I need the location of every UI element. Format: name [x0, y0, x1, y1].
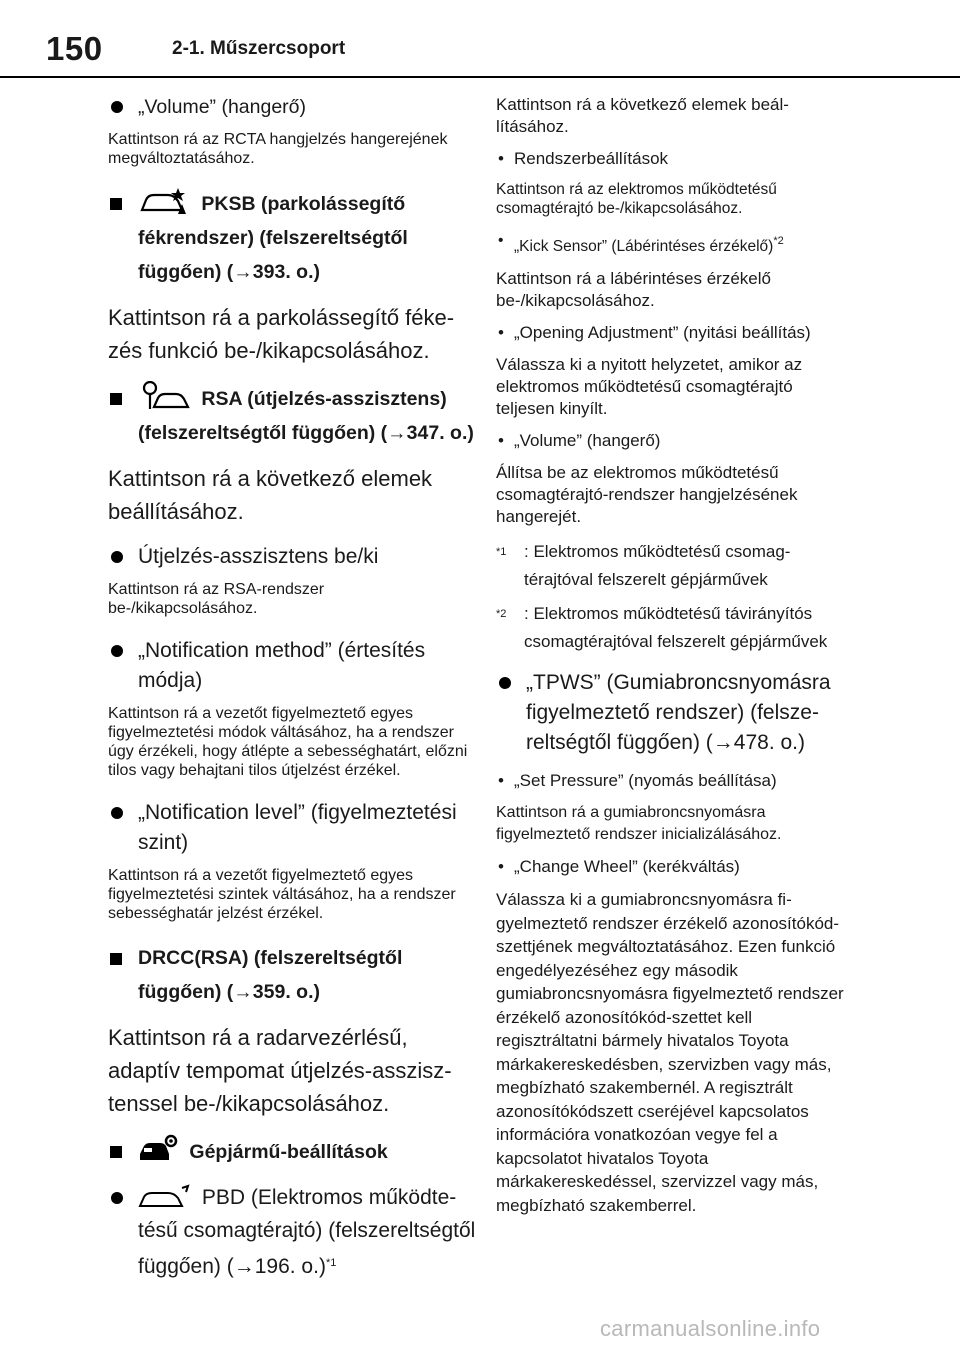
section-description: Kattintson rá a következő elemek beállításához.: [108, 466, 433, 524]
bullet-dot-icon: [111, 807, 123, 819]
pbd-car-icon: [138, 1184, 190, 1210]
item-label: Útjelzés-asszisztens be/ki: [138, 545, 379, 568]
list-item-pbd: [108, 1181, 476, 1283]
item-label: „Volume” (hangerő): [138, 96, 306, 118]
header-rule: [0, 76, 960, 78]
page-header: [0, 0, 960, 80]
footnote-ref: *1: [325, 1257, 337, 1269]
section-title: 2-1. Műszercsoport: [172, 38, 346, 59]
bullet-dot-icon: [111, 645, 123, 657]
item-label: „Opening Adjustment” (nyitási beállítás): [514, 323, 811, 342]
item-description: Kattintson rá a vezetőt figyelmeztető egyes figyelmeztetési módok váltásához, ha a rendszer úgy érzékeli, hogy átlépte a sebességhatárt, előzni tilos vagy behajtani tilos útjelzést érzékel.: [108, 705, 468, 779]
section-description: Kattintson rá a radarvezérlésű, adaptív tempomat útjelzés-asszisztenssel be-/kikapcsolásához.: [108, 1025, 452, 1116]
bullet-dot-icon: [111, 1192, 123, 1204]
section-heading-drcc: [108, 941, 476, 1009]
vehicle-gear-icon: [138, 1134, 178, 1164]
section-heading-rsa: [108, 381, 476, 450]
list-item-notification-level: [108, 798, 476, 858]
item-label: PBD (Elektromos működtetésű csomagtérajtó) (felszereltségtől függően) (→196. o.): [138, 1186, 476, 1278]
footnote-mark: *1: [496, 546, 507, 558]
item-label: „Set Pressure” (nyomás beállítása): [514, 771, 777, 790]
item-label: „Notification level” (figyelmeztetési szint): [138, 801, 457, 854]
bullet-dot-icon: •: [498, 149, 504, 168]
watermark: [600, 1316, 940, 1346]
item-description: Állítsa be az elektromos működtetésű csomagtérajtó-rendszer hangjelzésének hangerejét.: [496, 463, 798, 526]
item-description: Kattintson rá az RCTA hangjelzés hangerejének megváltoztatásához.: [108, 131, 448, 167]
heading-text: Gépjármű-beállítások: [189, 1141, 388, 1163]
list-item-notification-method: [108, 636, 476, 696]
sub-item-kick-sensor: [496, 230, 848, 258]
bullet-dot-icon: •: [498, 771, 504, 790]
page-number: 150: [46, 30, 103, 67]
item-label: „TPWS” (Gumiabroncsnyomásra figyelmeztető rendszer) (felszereltségtől függően) (→478. o.): [526, 671, 831, 754]
intro-text: Kattintson rá a következő elemek beállításához.: [496, 95, 789, 136]
item-description: Kattintson rá a vezetőt figyelmeztető egyes figyelmeztetési szintek váltásához, ha a rendszer sebességhatár jelzést érzékel.: [108, 867, 456, 922]
rsa-car-icon: [138, 381, 190, 411]
sub-item-opening-adjustment: [496, 322, 848, 344]
sub-item-system-settings: [496, 148, 848, 170]
bullet-dot-icon: •: [498, 431, 504, 450]
heading-text: DRCC(RSA) (felszereltségtől függően) (→359. o.): [138, 947, 403, 1003]
item-label: „Notification method” (értesítés módja): [138, 639, 426, 692]
bullet-dot-icon: •: [498, 323, 504, 342]
footnote-text: : Elektromos működtetésű csomagtérajtóval felszerelt gépjárművek: [524, 542, 791, 589]
left-column: [108, 92, 476, 1295]
item-description: Válassza ki a gumiabroncsnyomásra figyelmeztető rendszer érzékelő azonosítókód-szettjének megváltoztatásához. Ezen funkció engedélyezéséhez egy második gumiabroncsnyomásra figyelmeztető rendszer érzékelő azonosítókód-szettet kell regisztráltatni bármely hivatalos Toyota márkakereskedésben, szervizben vagy más, megbízható szakembernél. A regisztrált azonosítókódszett cseréjével kapcsolatos információra vonatkozóan vegye fel a kapcsolatot hivatalos Toyota márkakereskedéssel, szervizzel vagy más, megbízható szakemberrel.: [496, 890, 844, 1215]
footnote-ref: *2: [773, 235, 784, 247]
sub-item-change-wheel: [496, 856, 848, 878]
item-description: Kattintson rá a lábérintéses érzékelő be-/kikapcsolásához.: [496, 269, 771, 310]
footnote-text: : Elektromos működtetésű távirányítós csomagtérajtóval felszerelt gépjárművek: [524, 604, 828, 651]
footnote-1: [496, 538, 848, 594]
bullet-dot-icon: •: [498, 232, 504, 249]
sub-item-set-pressure: [496, 770, 848, 792]
bullet-dot-icon: [499, 677, 511, 689]
section-heading-vehicle-settings: [108, 1134, 476, 1169]
item-description: Válassza ki a nyitott helyzetet, amikor az elektromos működtetésű csomagtérajtó teljesen kinyílt.: [496, 355, 803, 418]
heading-text: PKSB (parkolássegítő fékrendszer) (felszereltségtől függően) (→393. o.): [138, 193, 408, 283]
square-bullet-icon: [110, 198, 122, 210]
item-label: Rendszerbeállítások: [514, 149, 669, 168]
square-bullet-icon: [110, 393, 122, 405]
bullet-dot-icon: •: [498, 857, 504, 876]
square-bullet-icon: [110, 1146, 122, 1158]
list-item-rsa: [108, 542, 476, 572]
bullet-dot-icon: [111, 551, 123, 563]
watermark-text: carmanualsonline.info: [600, 1316, 821, 1341]
bullet-dot-icon: [111, 101, 123, 113]
section-heading-pksb: [108, 186, 476, 289]
pksb-car-icon: [138, 186, 190, 216]
heading-text: RSA (útjelzés-asszisztens) (felszereltségtől függően) (→347. o.): [138, 388, 474, 444]
sub-item-volume: [496, 430, 848, 452]
square-bullet-icon: [110, 953, 122, 965]
item-description: Kattintson rá az elektromos működtetésű csomagtérajtó be-/kikapcsolásához.: [496, 181, 777, 217]
item-label: „Change Wheel” (kerékváltás): [514, 857, 740, 876]
right-column: [496, 94, 848, 1227]
footnote-mark: *2: [496, 608, 507, 620]
list-item-volume: [108, 92, 476, 122]
item-description: Kattintson rá az RSA-rendszer be-/kikapcsolásához.: [108, 581, 325, 617]
item-label: „Volume” (hangerő): [514, 431, 661, 450]
item-label: „Kick Sensor” (Lábérintéses érzékelő): [514, 238, 774, 255]
item-description: Kattintson rá a gumiabroncsnyomásra figyelmeztető rendszer inicializálásához.: [496, 804, 782, 843]
list-item-tpws: [496, 668, 848, 758]
footnote-2: [496, 600, 848, 656]
section-description: Kattintson rá a parkolássegítő fékezés funkció be-/kikapcsolásához.: [108, 305, 455, 363]
